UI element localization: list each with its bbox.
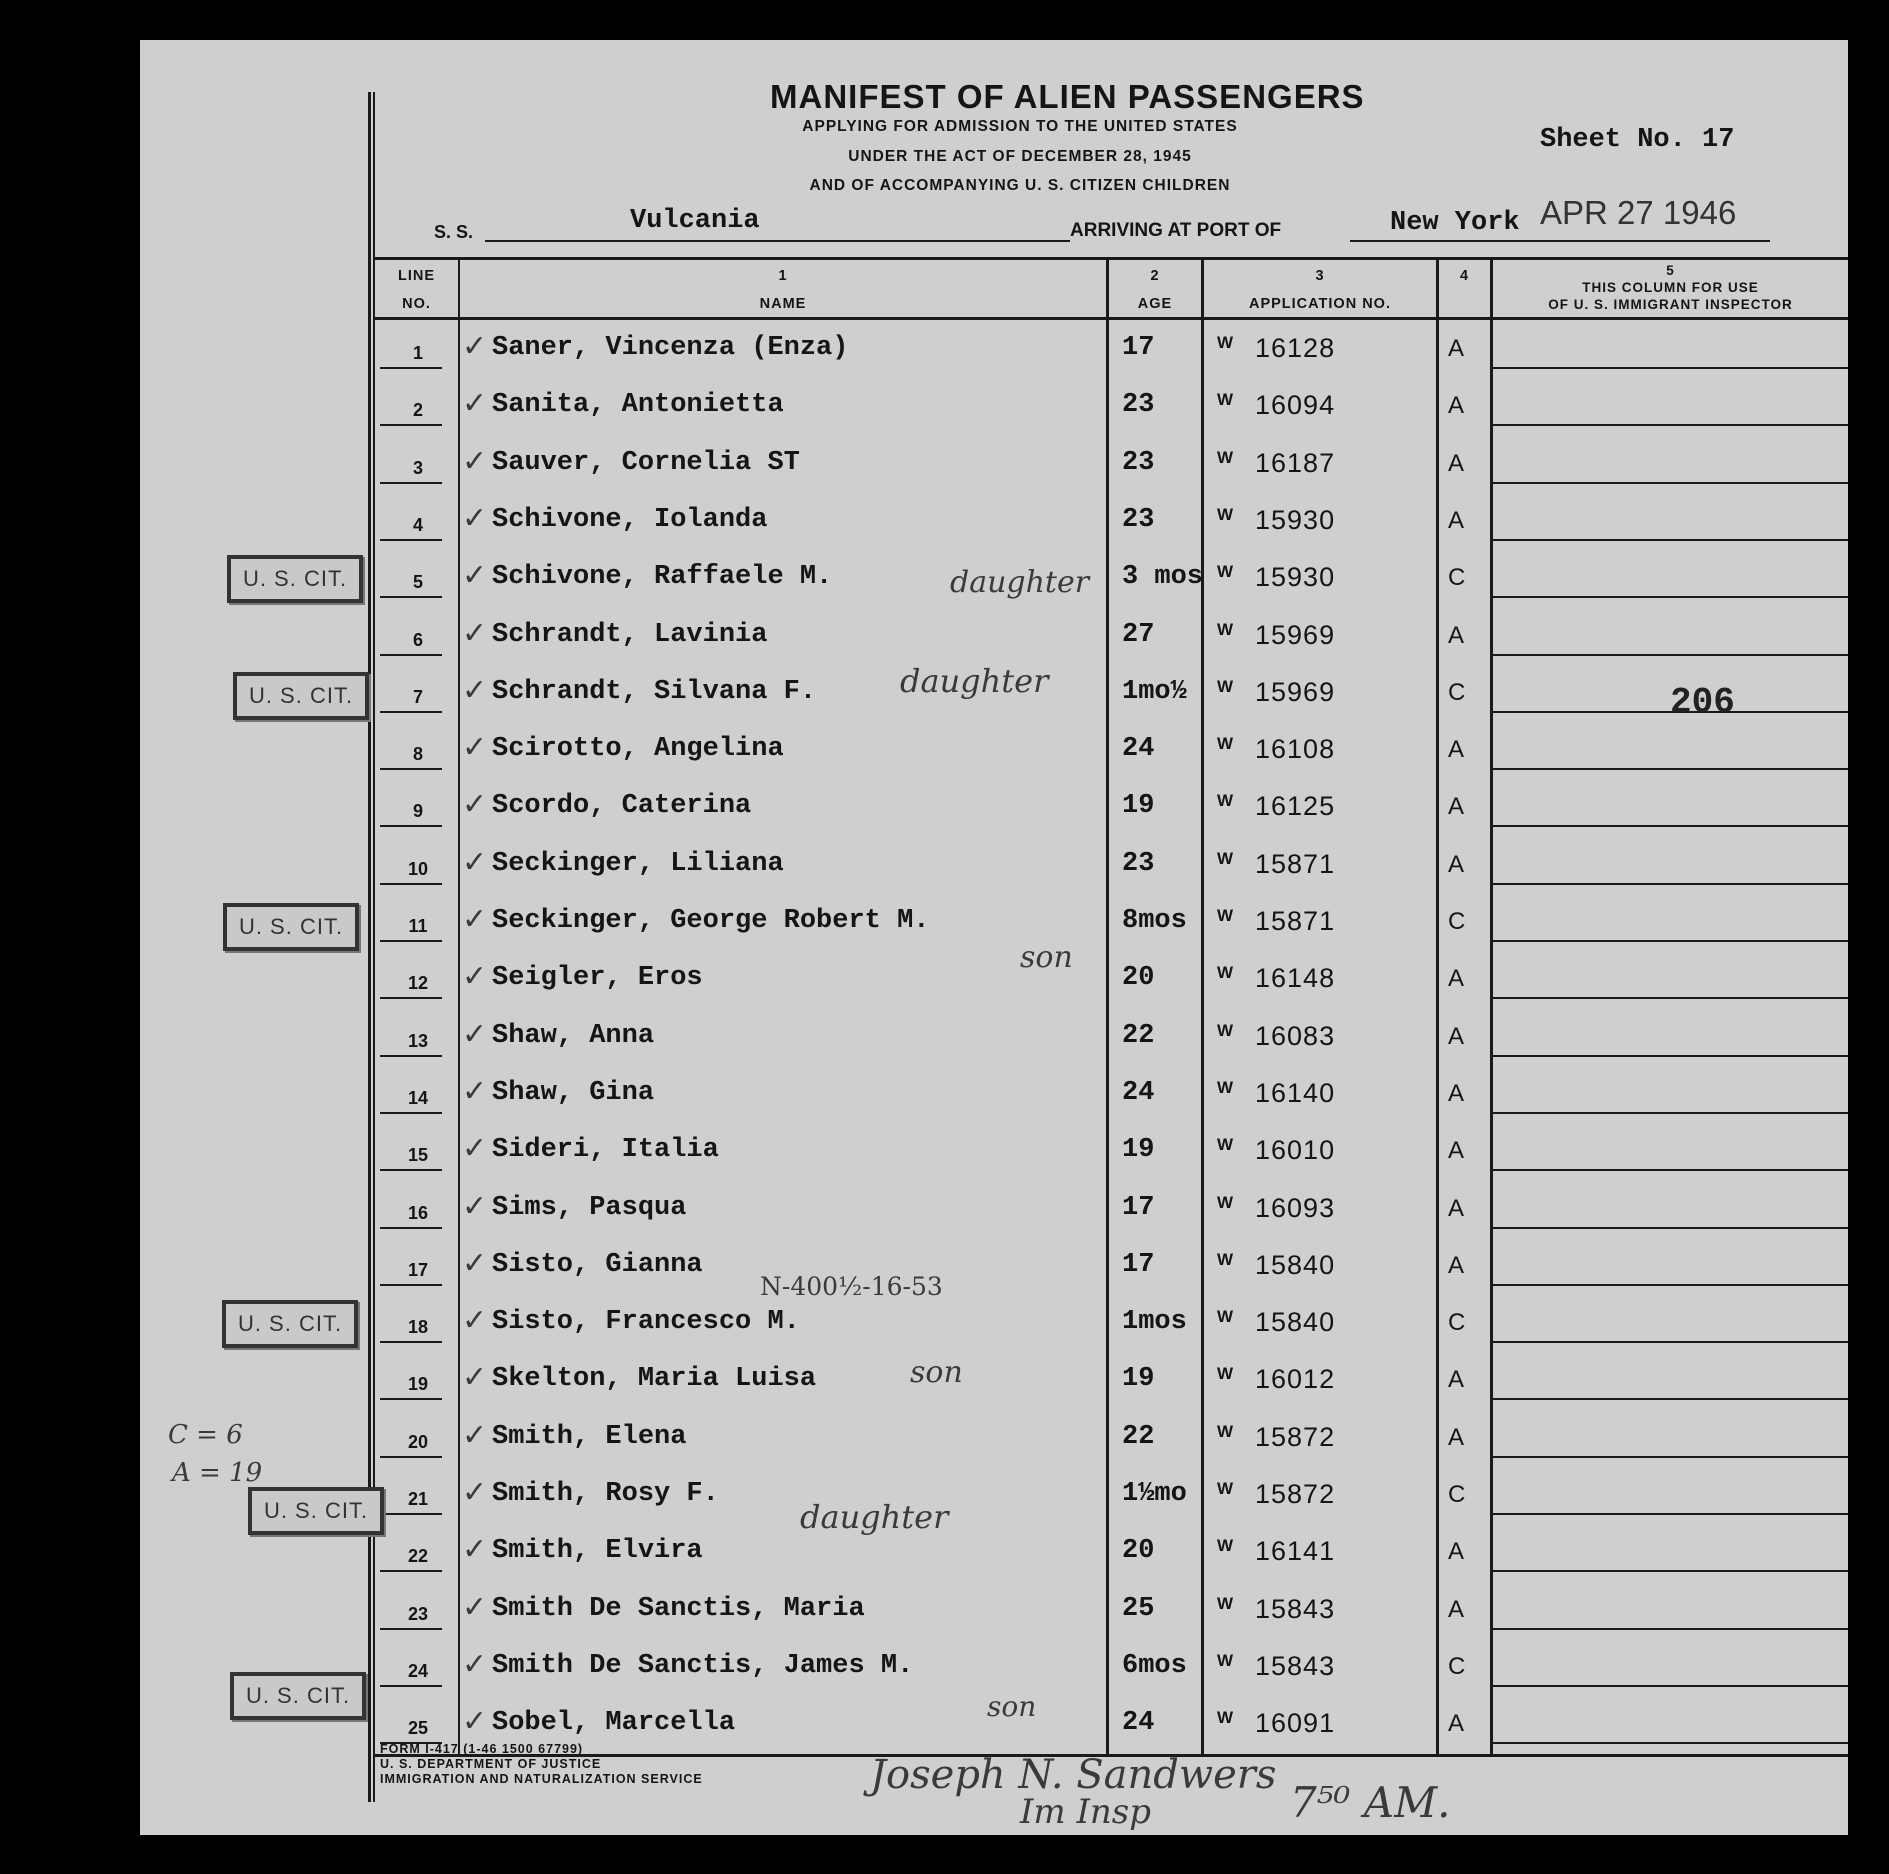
- checkmark-icon: ✓: [462, 1188, 488, 1224]
- passenger-name: Sanita, Antonietta: [492, 390, 784, 421]
- passenger-class: A: [1448, 1423, 1465, 1451]
- application-prefix: W: [1217, 562, 1234, 582]
- table-row: [140, 438, 1848, 495]
- form-footer: FORM I-417 (1-46 1500 67799) U. S. DEPARTMENT OF JUSTICE IMMIGRATION AND NATURALIZATION SERVICE: [380, 1742, 703, 1786]
- application-number: 15843: [1255, 1593, 1336, 1624]
- checkmark-icon: ✓: [462, 329, 488, 364]
- us-cit-stamp: U. S. CIT.: [233, 672, 369, 720]
- application-number: 16108: [1255, 734, 1336, 765]
- line-number: 14: [407, 1087, 429, 1108]
- application-number: 15840: [1255, 1249, 1336, 1280]
- checkmark-icon: ✓: [462, 1360, 488, 1396]
- passenger-name: Schrandt, Lavinia: [492, 619, 768, 650]
- passenger-name: Scordo, Caterina: [492, 791, 752, 822]
- checkmark-icon: ✓: [462, 1131, 488, 1167]
- table-row: [140, 495, 1848, 552]
- application-prefix: W: [1217, 619, 1234, 639]
- line-number: 20: [407, 1431, 429, 1452]
- passenger-name: Seigler, Eros: [492, 963, 703, 994]
- passenger-age: 1mos: [1122, 1307, 1187, 1338]
- application-prefix: W: [1217, 1536, 1234, 1556]
- application-prefix: W: [1217, 333, 1234, 352]
- row-rule: [380, 1227, 442, 1229]
- line-number: 15: [407, 1145, 429, 1166]
- table-row: [140, 1068, 1848, 1125]
- subtitle-applying: APPLYING FOR ADMISSION TO THE UNITED STATES: [802, 118, 1238, 135]
- us-cit-stamp: U. S. CIT.: [222, 1300, 358, 1348]
- handwritten-son-11: son: [1020, 940, 1073, 975]
- application-prefix: W: [1217, 1135, 1234, 1155]
- table-row: [140, 724, 1848, 781]
- passenger-age: 3 mos: [1122, 562, 1204, 593]
- passenger-name: Saner, Vincenza (Enza): [492, 333, 849, 363]
- application-prefix: W: [1217, 1421, 1234, 1441]
- application-prefix: W: [1217, 791, 1234, 811]
- us-cit-stamp: U. S. CIT.: [248, 1487, 384, 1535]
- table-row: [140, 1125, 1848, 1182]
- row-rule: [380, 1628, 442, 1630]
- passenger-class: A: [1448, 621, 1465, 649]
- passenger-name: Smith De Sanctis, James M.: [492, 1650, 914, 1681]
- row-rule: [380, 825, 442, 827]
- line-number: 24: [407, 1660, 429, 1681]
- passenger-name: Sideri, Italia: [492, 1135, 719, 1166]
- line-number: 9: [412, 801, 423, 822]
- application-prefix: W: [1217, 504, 1234, 524]
- passenger-name: Skelton, Maria Luisa: [492, 1364, 817, 1395]
- passenger-age: 19: [1122, 1364, 1155, 1395]
- application-prefix: W: [1217, 1249, 1234, 1269]
- application-number: 16083: [1255, 1020, 1336, 1051]
- application-prefix: W: [1217, 447, 1234, 467]
- passenger-name: Sauver, Cornelia ST: [492, 447, 800, 478]
- checkmark-icon: ✓: [462, 1245, 488, 1281]
- table-row: [140, 896, 1848, 953]
- application-number: 15871: [1255, 906, 1336, 936]
- passenger-age: 6mos: [1122, 1650, 1187, 1681]
- handwritten-file-note: N-400½-16-53: [760, 1272, 943, 1301]
- checkmark-icon: ✓: [462, 1704, 488, 1740]
- col-class-header: 4: [1459, 268, 1470, 284]
- passenger-class: A: [1448, 506, 1465, 534]
- row-rule: [380, 1456, 442, 1458]
- application-prefix: W: [1217, 963, 1234, 983]
- col-name-header: 1 NAME: [759, 268, 807, 312]
- row-rule: [380, 768, 442, 770]
- application-prefix: W: [1217, 1192, 1234, 1212]
- application-number: 16094: [1255, 390, 1336, 421]
- checkmark-icon: ✓: [462, 1016, 488, 1052]
- checkmark-icon: ✓: [462, 386, 488, 422]
- line-number: 21: [407, 1489, 429, 1509]
- table-row: [140, 781, 1848, 838]
- handwritten-c-count: C = 6: [168, 1420, 243, 1450]
- checkmark-icon: ✓: [462, 902, 488, 937]
- handwritten-son-18: son: [910, 1355, 963, 1390]
- table-row: [140, 1183, 1848, 1240]
- inspection-time: 7⁵⁰ AM.: [1290, 1778, 1451, 1827]
- passenger-class: A: [1448, 1194, 1465, 1222]
- col-line-header: LINE NO.: [397, 268, 436, 312]
- manifest-title: MANIFEST OF ALIEN PASSENGERS: [770, 78, 1365, 115]
- application-number: 16187: [1255, 447, 1336, 478]
- ss-label: S. S.: [434, 222, 474, 242]
- line-number: 4: [412, 514, 423, 535]
- line-number: 25: [407, 1718, 429, 1739]
- application-number: 15840: [1255, 1307, 1336, 1338]
- passenger-age: 23: [1122, 447, 1155, 478]
- row-rule: [1493, 482, 1848, 484]
- passenger-age: 1½mo: [1122, 1479, 1187, 1509]
- application-number: 16093: [1255, 1192, 1336, 1223]
- row-rule: [380, 1685, 442, 1687]
- application-number: 16140: [1255, 1077, 1336, 1108]
- line-number: 8: [412, 744, 423, 765]
- line-number: 2: [412, 400, 423, 421]
- passenger-age: 17: [1122, 333, 1155, 363]
- row-rule: [1493, 883, 1848, 885]
- line-number: 22: [407, 1546, 429, 1567]
- table-row: [140, 380, 1848, 437]
- row-rule: [380, 654, 442, 656]
- line-number: 3: [412, 457, 423, 478]
- passenger-name: Sisto, Francesco M.: [492, 1307, 800, 1338]
- row-rule: [1493, 1513, 1848, 1515]
- table-row: [140, 323, 1848, 380]
- passenger-class: A: [1448, 392, 1465, 420]
- checkmark-icon: ✓: [462, 615, 488, 651]
- passenger-age: 24: [1122, 1708, 1155, 1739]
- subtitle-act: UNDER THE ACT OF DECEMBER 28, 1945: [848, 148, 1192, 165]
- ship-name: Vulcania: [630, 206, 760, 236]
- application-number: 16148: [1255, 963, 1336, 994]
- application-number: 16010: [1255, 1135, 1336, 1166]
- row-rule: [380, 482, 442, 484]
- passenger-name: Smith, Elena: [492, 1421, 687, 1452]
- application-prefix: W: [1217, 1479, 1234, 1498]
- line-number: 5: [412, 572, 423, 593]
- table-row: [140, 1240, 1848, 1297]
- row-rule: [380, 1112, 442, 1114]
- row-rule: [380, 1284, 442, 1286]
- table-row: [140, 1297, 1848, 1354]
- line-number: 1: [412, 343, 423, 363]
- row-rule: [1493, 654, 1848, 656]
- passenger-age: 17: [1122, 1249, 1155, 1280]
- application-prefix: W: [1217, 848, 1234, 868]
- row-rule: [1493, 1628, 1848, 1630]
- handwritten-daughter-21: daughter: [800, 1498, 949, 1536]
- passenger-class: A: [1448, 1079, 1465, 1107]
- row-rule: [380, 1513, 442, 1515]
- row-rule: [1493, 1112, 1848, 1114]
- us-cit-stamp: U. S. CIT.: [223, 903, 359, 951]
- checkmark-icon: ✓: [462, 1589, 488, 1625]
- passenger-class: C: [1448, 564, 1466, 592]
- row-rule: [1493, 997, 1848, 999]
- line-number: 17: [407, 1259, 429, 1280]
- passenger-name: Smith De Sanctis, Maria: [492, 1593, 865, 1624]
- checkmark-icon: ✓: [462, 959, 488, 995]
- table-row: [140, 1584, 1848, 1641]
- application-prefix: W: [1217, 1307, 1234, 1327]
- row-rule: [380, 1398, 442, 1400]
- row-rule: [380, 596, 442, 598]
- line-number: 10: [407, 858, 429, 879]
- inspector-title: Im Insp: [1020, 1792, 1152, 1832]
- application-number: 16012: [1255, 1364, 1336, 1395]
- application-number: 15930: [1255, 562, 1336, 593]
- checkmark-icon: ✓: [462, 500, 488, 536]
- sheet-number: Sheet No. 17: [1540, 125, 1735, 155]
- passenger-class: A: [1448, 965, 1465, 993]
- row-rule: [1493, 1742, 1848, 1744]
- application-number: 15969: [1255, 676, 1336, 707]
- row-rule: [380, 940, 442, 942]
- application-prefix: W: [1217, 1364, 1234, 1384]
- passenger-age: 23: [1122, 848, 1155, 879]
- row-rule: [380, 1055, 442, 1057]
- line-number: 6: [412, 629, 423, 650]
- line-number: 23: [407, 1603, 429, 1624]
- checkmark-icon: ✓: [462, 1417, 488, 1453]
- passenger-class: A: [1448, 736, 1465, 764]
- col-application-header: 3 APPLICATION NO.: [1248, 268, 1391, 312]
- passenger-class: A: [1448, 1595, 1465, 1623]
- port-name: New York: [1390, 208, 1520, 238]
- row-rule: [1493, 1570, 1848, 1572]
- table-row: [140, 1469, 1848, 1526]
- passenger-name: Smith, Elvira: [492, 1536, 703, 1567]
- table-row: [140, 953, 1848, 1010]
- application-prefix: W: [1217, 1077, 1234, 1097]
- row-rule: [380, 539, 442, 541]
- checkmark-icon: ✓: [462, 1646, 488, 1682]
- application-prefix: W: [1217, 1020, 1234, 1040]
- line-number: 11: [408, 916, 428, 936]
- row-rule: [380, 711, 442, 713]
- checkmark-icon: ✓: [462, 558, 488, 594]
- us-cit-stamp: U. S. CIT.: [227, 555, 363, 603]
- passenger-class: C: [1448, 1309, 1466, 1337]
- passenger-class: A: [1448, 1022, 1465, 1050]
- passenger-name: Shaw, Gina: [492, 1077, 655, 1108]
- passenger-name: Sims, Pasqua: [492, 1192, 687, 1223]
- passenger-age: 8mos: [1122, 906, 1187, 936]
- application-number: 16091: [1255, 1708, 1336, 1739]
- passenger-name: Schrandt, Silvana F.: [492, 676, 817, 707]
- passenger-name: Smith, Rosy F.: [492, 1479, 719, 1509]
- subtitle-children: AND OF ACCOMPANYING U. S. CITIZEN CHILDREN: [809, 177, 1231, 194]
- application-prefix: W: [1217, 734, 1234, 754]
- row-rule: [1493, 424, 1848, 426]
- row-rule: [1493, 1169, 1848, 1171]
- manifest-sheet: [140, 40, 1848, 1835]
- passenger-name: Sobel, Marcella: [492, 1708, 736, 1739]
- passenger-name: Scirotto, Angelina: [492, 734, 784, 765]
- line-number: 7: [412, 686, 423, 707]
- passenger-class: A: [1448, 1366, 1465, 1394]
- us-cit-stamp: U. S. CIT.: [230, 1672, 366, 1720]
- passenger-class: A: [1448, 449, 1465, 477]
- handwritten-daughter-7: daughter: [900, 662, 1049, 700]
- inspector-signature: Joseph N. Sandwers: [870, 1752, 1277, 1798]
- passenger-class: A: [1448, 335, 1465, 362]
- table-row: [140, 839, 1848, 896]
- application-number: 15871: [1255, 848, 1336, 879]
- checkmark-icon: ✓: [462, 443, 488, 479]
- checkmark-icon: ✓: [462, 844, 488, 880]
- passenger-age: 24: [1122, 1077, 1155, 1108]
- application-number: 15843: [1255, 1650, 1336, 1681]
- passenger-class: A: [1448, 1251, 1465, 1279]
- row-rule: [1493, 1055, 1848, 1057]
- passenger-class: C: [1448, 908, 1466, 935]
- application-prefix: W: [1217, 906, 1234, 925]
- checkmark-icon: ✓: [462, 1303, 488, 1339]
- table-row: [140, 1412, 1848, 1469]
- inspector-number: 206: [1670, 682, 1735, 723]
- passenger-age: 19: [1122, 1135, 1155, 1166]
- line-number: 16: [407, 1202, 429, 1223]
- passenger-name: Sisto, Gianna: [492, 1249, 703, 1280]
- passenger-name: Seckinger, George Robert M.: [492, 906, 930, 936]
- passenger-age: 20: [1122, 963, 1155, 994]
- passenger-age: 22: [1122, 1020, 1155, 1051]
- application-number: 15872: [1255, 1479, 1336, 1509]
- passenger-age: 1mo½: [1122, 676, 1187, 707]
- table-row: [140, 1526, 1848, 1583]
- passenger-age: 24: [1122, 734, 1155, 765]
- passenger-class: C: [1448, 1652, 1466, 1680]
- row-rule: [1493, 1398, 1848, 1400]
- application-prefix: W: [1217, 390, 1234, 410]
- checkmark-icon: ✓: [462, 787, 488, 823]
- line-number: 13: [407, 1030, 429, 1051]
- date-stamp: APR 27 1946: [1540, 194, 1737, 231]
- application-prefix: W: [1217, 1650, 1234, 1670]
- passenger-class: A: [1448, 1538, 1465, 1566]
- application-number: 15969: [1255, 619, 1336, 650]
- passenger-class: A: [1448, 1137, 1465, 1165]
- table-row: [140, 610, 1848, 667]
- application-prefix: W: [1217, 1593, 1234, 1613]
- line-number: 12: [407, 973, 429, 994]
- passenger-name: Schivone, Raffaele M.: [492, 562, 833, 593]
- passenger-name: Seckinger, Liliana: [492, 848, 784, 879]
- row-rule: [380, 1570, 442, 1572]
- line-number: 18: [407, 1317, 429, 1338]
- row-rule: [1493, 825, 1848, 827]
- passenger-class: A: [1448, 793, 1465, 821]
- line-number: 19: [407, 1374, 429, 1395]
- handwritten-a-count: A = 19: [172, 1458, 263, 1488]
- passenger-age: 25: [1122, 1593, 1155, 1624]
- passenger-class: A: [1448, 1710, 1465, 1738]
- passenger-class: C: [1448, 1481, 1466, 1508]
- checkmark-icon: ✓: [462, 1475, 488, 1510]
- passenger-age: 17: [1122, 1192, 1155, 1223]
- row-rule: [1493, 367, 1848, 369]
- checkmark-icon: ✓: [462, 672, 488, 708]
- passenger-name: Shaw, Anna: [492, 1020, 655, 1051]
- passenger-age: 23: [1122, 504, 1155, 535]
- row-rule: [380, 424, 442, 426]
- row-rule: [380, 883, 442, 885]
- passenger-class: A: [1448, 850, 1465, 878]
- checkmark-icon: ✓: [462, 730, 488, 766]
- row-rule: [380, 367, 442, 369]
- passenger-class: C: [1448, 678, 1466, 706]
- row-rule: [1493, 768, 1848, 770]
- application-number: 16141: [1255, 1536, 1336, 1567]
- application-prefix: W: [1217, 676, 1234, 696]
- checkmark-icon: ✓: [462, 1532, 488, 1568]
- application-number: 15930: [1255, 504, 1336, 535]
- row-rule: [1493, 596, 1848, 598]
- col-age-header: 2 AGE: [1137, 268, 1173, 312]
- application-prefix: W: [1217, 1708, 1234, 1728]
- row-rule: [380, 1341, 442, 1343]
- passenger-age: 27: [1122, 619, 1155, 650]
- passenger-age: 20: [1122, 1536, 1155, 1567]
- row-rule: [1493, 940, 1848, 942]
- handwritten-daughter-5: daughter: [950, 565, 1090, 600]
- row-rule: [380, 1169, 442, 1171]
- arriving-label: ARRIVING AT PORT OF: [1070, 220, 1282, 241]
- row-rule: [1493, 1456, 1848, 1458]
- row-rule: [1493, 1341, 1848, 1343]
- row-rule: [1493, 1685, 1848, 1687]
- table-row: [140, 1354, 1848, 1411]
- row-rule: [1493, 539, 1848, 541]
- handwritten-son-24: son: [987, 1690, 1037, 1723]
- col-inspector-header: 5 THIS COLUMN FOR USE OF U. S. IMMIGRANT INSPECTOR: [1548, 263, 1793, 312]
- row-rule: [1493, 1227, 1848, 1229]
- passenger-age: 22: [1122, 1421, 1155, 1452]
- application-number: 16128: [1255, 333, 1336, 363]
- row-rule: [1493, 1284, 1848, 1286]
- checkmark-icon: ✓: [462, 1073, 488, 1109]
- table-row: [140, 1011, 1848, 1068]
- passenger-age: 19: [1122, 791, 1155, 822]
- application-number: 16125: [1255, 791, 1336, 822]
- passenger-age: 23: [1122, 390, 1155, 421]
- application-number: 15872: [1255, 1421, 1336, 1452]
- row-rule: [380, 997, 442, 999]
- passenger-name: Schivone, Iolanda: [492, 504, 768, 535]
